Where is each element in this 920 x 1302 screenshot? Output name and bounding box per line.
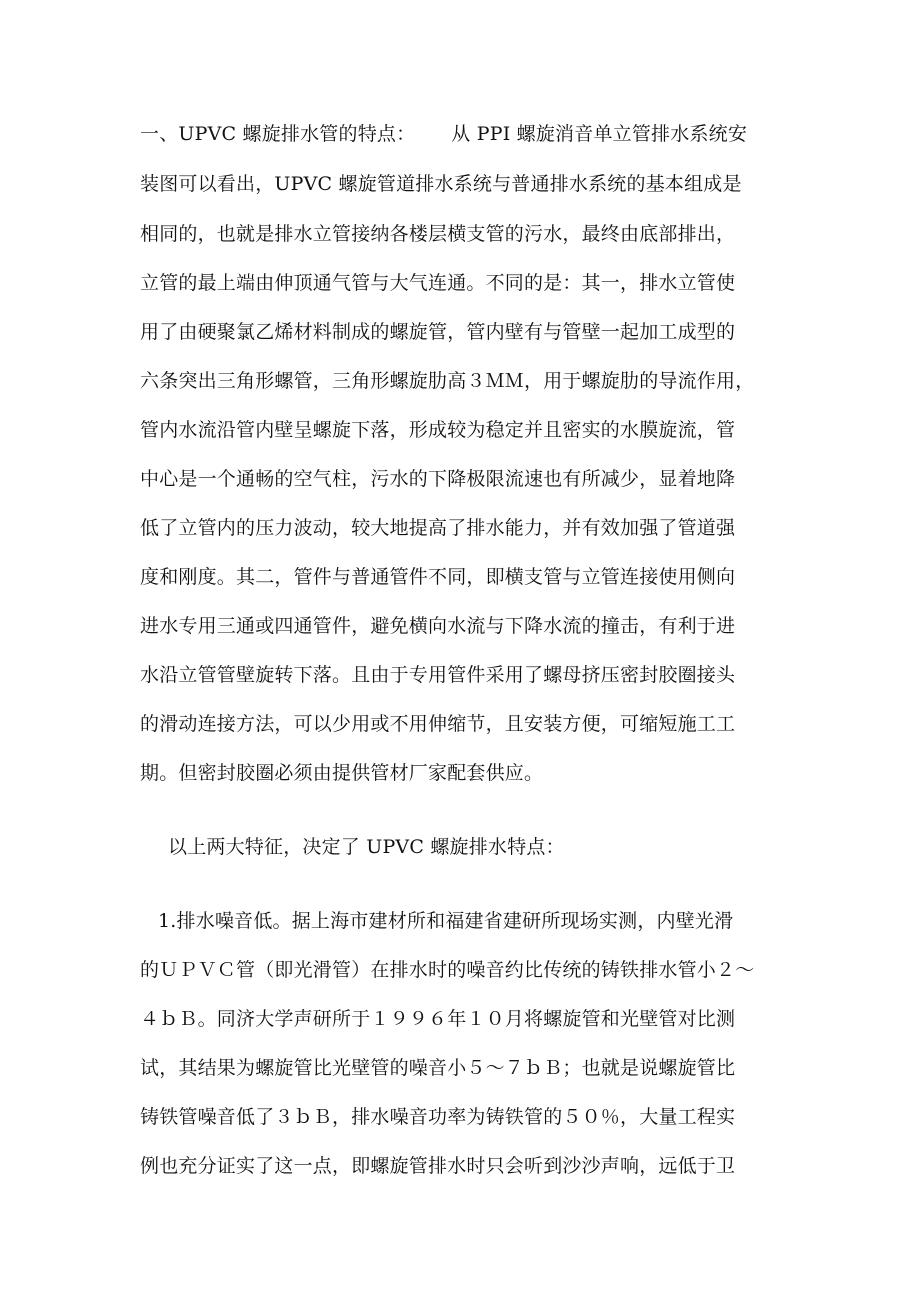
text-line: 一、UPVC 螺旋排水管的特点： 从 PPI 螺旋消音单立管排水系统安 (140, 123, 748, 145)
text-line: 例也充分证实了这一点，即螺旋管排水时只会听到沙沙声响，远低于卫 (140, 1155, 736, 1177)
text-line: 试，其结果为螺旋管比光壁管的噪音小５～７ｂＢ；也就是说螺旋管比 (140, 1057, 736, 1079)
text-line: 进水专用三通或四通管件，避免横向水流与下降水流的撞击，有利于进 (140, 615, 736, 637)
text-line: 立管的最上端由伸顶通气管与大气连通。不同的是：其一，排水立管使 (140, 272, 736, 294)
text-line: 的滑动连接方法，可以少用或不用伸缩节，且安装方便，可缩短施工工 (140, 713, 736, 735)
text-line: 期。但密封胶圈必须由提供管材厂家配套供应。 (140, 762, 544, 784)
text-line: 铸铁管噪音低了３ｂＢ，排水噪音功率为铸铁管的５０％，大量工程实 (140, 1106, 736, 1128)
text-line: 度和刚度。其二，管件与普通管件不同，即横支管与立管连接使用侧向 (140, 566, 736, 588)
text-line: 管内水流沿管内壁呈螺旋下落，形成较为稳定并且密实的水膜旋流，管 (140, 419, 736, 441)
paragraph-summary: 以上两大特征，决定了 UPVC 螺旋排水特点： (168, 836, 565, 858)
text-line: ４ｂＢ。同济大学声研所于１９９６年１０月将螺旋管和光壁管对比测 (140, 1008, 736, 1030)
text-line: 六条突出三角形螺管，三角形螺旋肋高３ＭＭ，用于螺旋肋的导流作用， (140, 370, 755, 392)
text-line: 装图可以看出，UPVC 螺旋管道排水系统与普通排水系统的基本组成是 (140, 173, 742, 195)
text-line: 用了由硬聚氯乙烯材料制成的螺旋管，管内壁有与管壁一起加工成型的 (140, 321, 736, 343)
text-line: 相同的，也就是排水立管接纳各楼层横支管的污水，最终由底部排出， (140, 223, 736, 245)
text-line: 水沿立管管壁旋转下落。且由于专用管件采用了螺母挤压密封胶圈接头 (140, 664, 736, 686)
text-line: 中心是一个通畅的空气柱，污水的下降极限流速也有所减少，显着地降 (140, 468, 736, 490)
text-line: 1.排水噪音低。据上海市建材所和福建省建研所现场实测，内壁光滑 (158, 910, 734, 932)
text-line: 低了立管内的压力波动，较大地提高了排水能力，并有效加强了管道强 (140, 517, 736, 539)
section-heading: 一、UPVC 螺旋排水管的特点： (140, 123, 416, 145)
text-line: 的ＵＰＶＣ管（即光滑管）在排水时的噪音约比传统的铸铁排水管小２～ (140, 959, 755, 981)
